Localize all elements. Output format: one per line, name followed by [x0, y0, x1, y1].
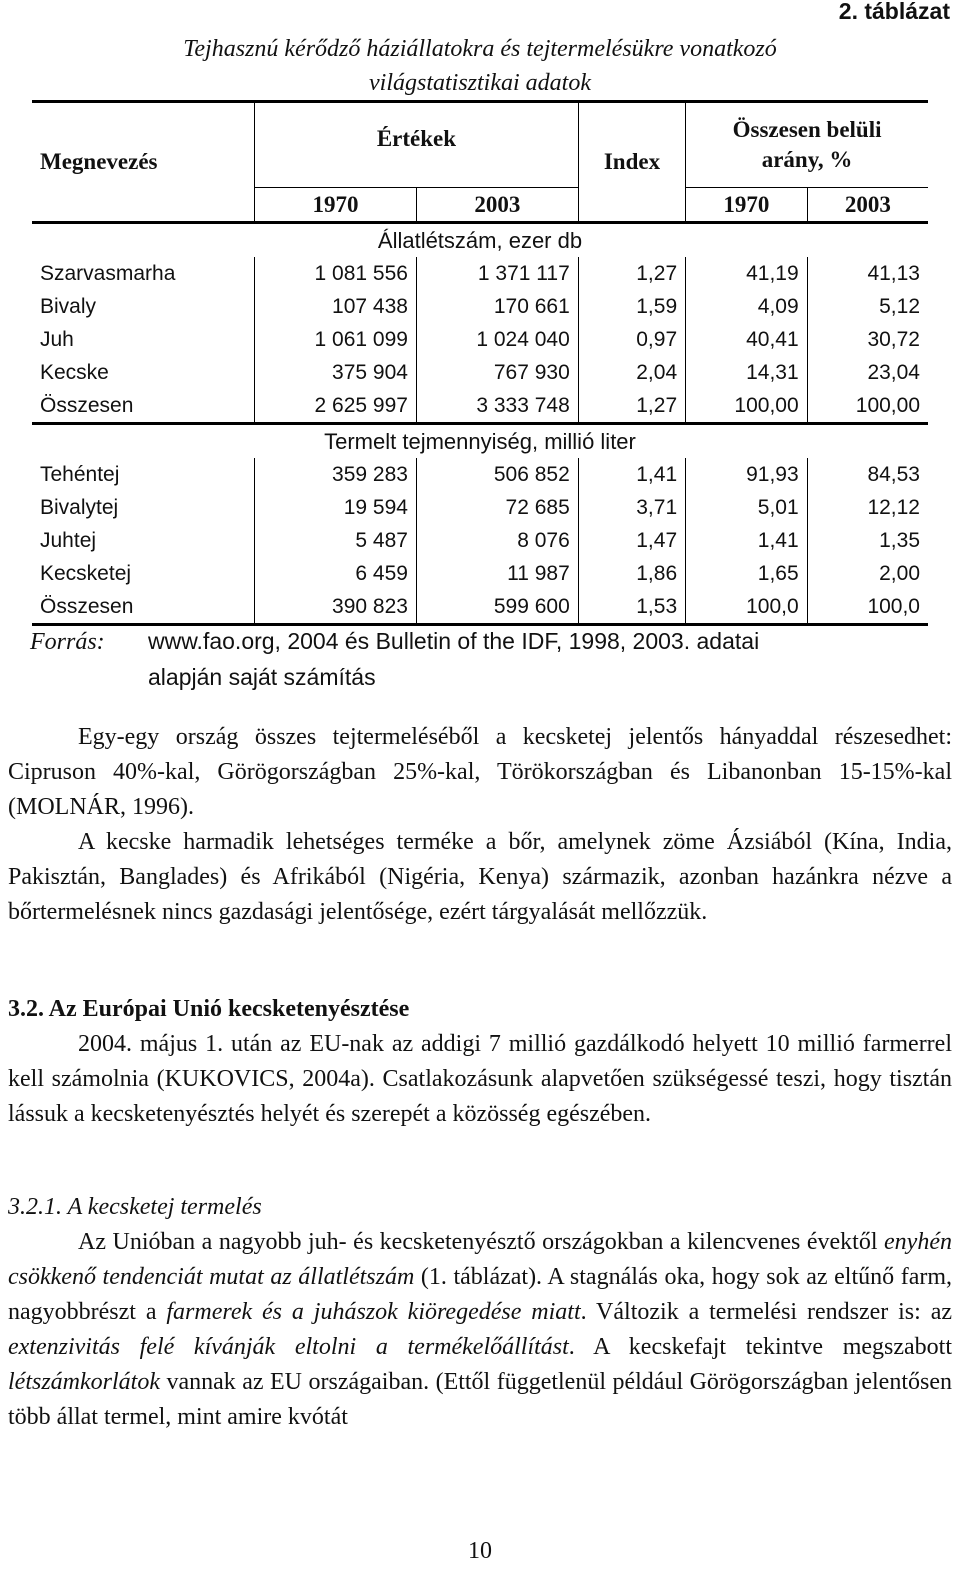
paragraph-goat-milk-share: Egy-egy ország összes tejtermeléséből a kecsketej jelentős hányaddal részesedhet: Cipruson 40%-kal, Görögországban 25%-kal, Törökországban és Libanonban 15-15%-kal (MOLNÁR, 1996).	[8, 724, 952, 820]
table-cell: 5,12	[807, 290, 928, 323]
livestock-rows	[32, 257, 928, 424]
table-row	[32, 257, 928, 290]
subsection-heading: 3.2.1. A kecsketej termelés	[8, 1194, 262, 1220]
source-line2: alapján saját számítás	[148, 664, 376, 690]
body-block-2	[8, 992, 952, 1132]
header-values: Értékek	[255, 102, 579, 188]
table-cell: 100,00	[807, 389, 928, 424]
table-cell: 72 685	[416, 491, 578, 524]
table-cell: 4,09	[686, 290, 808, 323]
body-block-3	[8, 1190, 952, 1435]
table-cell: 506 852	[416, 458, 578, 491]
table-cell: 11 987	[416, 557, 578, 590]
statistics-table	[32, 100, 928, 626]
header-year-2003: 2003	[416, 188, 578, 223]
table-title-line2: világstatisztikai adatok	[369, 70, 591, 96]
table-cell: 1,27	[578, 389, 685, 424]
table-row	[32, 491, 928, 524]
table-cell: 91,93	[686, 458, 808, 491]
table-cell: 1 371 117	[416, 257, 578, 290]
table-cell: 3 333 748	[416, 389, 578, 424]
text-run: (1. táblázat). A stagnálás oka, hogy sok az eltűnő farm, nagyobbrészt a	[8, 1264, 953, 1325]
table-cell: 170 661	[416, 290, 578, 323]
table-cell: 100,0	[807, 590, 928, 625]
table-row	[32, 590, 928, 625]
table-row	[32, 323, 928, 356]
row-label: Bivalytej	[40, 495, 119, 519]
table-cell: 23,04	[807, 356, 928, 389]
table-cell: 5,01	[686, 491, 808, 524]
emphasis-run: enyhén csökkenő tendenciát mutat az állatlétszám	[8, 1229, 952, 1290]
table-cell: 100,00	[686, 389, 808, 424]
table-cell: 40,41	[686, 323, 808, 356]
table-cell: 2,04	[578, 356, 685, 389]
section-title-livestock: Állatlétszám, ezer db	[377, 227, 583, 253]
table-row	[32, 458, 928, 491]
table-title-line1: Tejhasznú kérődző háziállatokra és tejtermelésükre vonatkozó	[183, 36, 777, 62]
text-run: Az Unióban a nagyobb juh- és kecsketenyésztő országokban a kilencvenes évektől	[78, 1229, 885, 1255]
text-run: . A kecskefajt tekintve megszabott	[568, 1334, 952, 1360]
paragraph-goat-milk-production	[8, 1225, 952, 1435]
row-label: Tehéntej	[40, 462, 120, 486]
table-cell: 767 930	[416, 356, 578, 389]
table-cell: 1 081 556	[255, 257, 417, 290]
table-cell: 2,00	[807, 557, 928, 590]
table-cell: 1,27	[578, 257, 685, 290]
table-row	[32, 557, 928, 590]
table-cell: 5 487	[255, 524, 417, 557]
row-label: Kecske	[40, 360, 109, 384]
header-name: Megnevezés	[40, 149, 158, 174]
header-index: Index	[578, 102, 685, 223]
header-share-line1: Összesen belüli	[732, 117, 882, 142]
table-cell: 1,35	[807, 524, 928, 557]
table-cell: 1,41	[578, 458, 685, 491]
table-cell: 1,59	[578, 290, 685, 323]
table-label: 2. táblázat	[838, 0, 950, 24]
row-label: Összesen	[40, 594, 134, 618]
emphasis-run: farmerek és a juhászok kiöregedése miatt	[166, 1299, 581, 1325]
table-row	[32, 524, 928, 557]
text-run: . Változik a termelési rendszer is: az	[580, 1299, 952, 1325]
row-label: Kecsketej	[40, 561, 132, 585]
table-row	[32, 290, 928, 323]
text-run: vannak az EU országaiban. (Ettől függetlenül például Görögországban jelentősen több állat termel, mint amire kvótát	[8, 1369, 952, 1430]
table-cell: 1,65	[686, 557, 808, 590]
table-cell: 6 459	[255, 557, 417, 590]
table-cell: 599 600	[416, 590, 578, 625]
header-share-year-2003: 2003	[807, 188, 928, 223]
row-label: Szarvasmarha	[40, 261, 176, 285]
table-source	[30, 624, 960, 695]
table-cell: 1 061 099	[255, 323, 417, 356]
table-cell: 100,0	[686, 590, 808, 625]
header-share-year-1970: 1970	[686, 188, 808, 223]
emphasis-run: extenzivitás felé kívánják eltolni a termékelőállítást	[8, 1334, 569, 1360]
table-cell: 8 076	[416, 524, 578, 557]
table-cell: 107 438	[255, 290, 417, 323]
table-cell: 1,41	[686, 524, 808, 557]
source-line1: www.fao.org, 2004 és Bulletin of the IDF, 1998, 2003. adatai	[148, 628, 760, 654]
table-cell: 3,71	[578, 491, 685, 524]
table-cell: 1 024 040	[416, 323, 578, 356]
table-cell: 84,53	[807, 458, 928, 491]
table-cell: 12,12	[807, 491, 928, 524]
section-title-milk: Termelt tejmennyiség, millió liter	[324, 428, 636, 454]
section-heading: 3.2. Az Európai Unió kecsketenyésztése	[8, 996, 410, 1022]
paragraph-goat-leather: A kecske harmadik lehetséges terméke a bőr, amelynek zöme Ázsiából (Kína, India, Pakisztán, Banglades) és Afrikából (Nigéria, Kenya) származik, azonban hazánkra nézve a bőrtermelésnek nincs gazdasági jelentősége, ezért tárgyalását mellőzzük.	[8, 829, 952, 925]
body-block-1	[8, 720, 952, 930]
table-cell: 30,72	[807, 323, 928, 356]
table-cell: 2 625 997	[255, 389, 417, 424]
table-cell: 1,53	[578, 590, 685, 625]
table-cell: 0,97	[578, 323, 685, 356]
milk-rows	[32, 458, 928, 625]
table-cell: 41,19	[686, 257, 808, 290]
table-cell: 375 904	[255, 356, 417, 389]
table-row	[32, 389, 928, 424]
table-cell: 41,13	[807, 257, 928, 290]
table-title	[30, 32, 930, 100]
header-share-line2: arány, %	[761, 147, 853, 172]
table-cell: 390 823	[255, 590, 417, 625]
source-label: Forrás:	[30, 629, 105, 655]
table-cell: 14,31	[686, 356, 808, 389]
emphasis-run: létszámkorlátok	[8, 1369, 160, 1395]
table-row	[32, 356, 928, 389]
row-label: Összesen	[40, 393, 134, 417]
page-number: 10	[468, 1538, 492, 1564]
table-cell: 19 594	[255, 491, 417, 524]
table-cell: 1,47	[578, 524, 685, 557]
table-cell: 359 283	[255, 458, 417, 491]
header-year-1970: 1970	[255, 188, 417, 223]
row-label: Bivaly	[40, 294, 97, 318]
paragraph-eu-farmers: 2004. május 1. után az EU-nak az addigi 7 millió gazdálkodó helyett 10 millió farmerrel kell számolnia (KUKOVICS, 2004a). Csatlakozásunk alapvetően szükségessé teszi, hogy tisztán lássuk a kecsketenyésztés helyét és szerepét a közösség egészében.	[8, 1031, 952, 1127]
row-label: Juhtej	[40, 528, 97, 552]
row-label: Juh	[40, 327, 74, 351]
table-cell: 1,86	[578, 557, 685, 590]
header-share	[686, 102, 928, 188]
